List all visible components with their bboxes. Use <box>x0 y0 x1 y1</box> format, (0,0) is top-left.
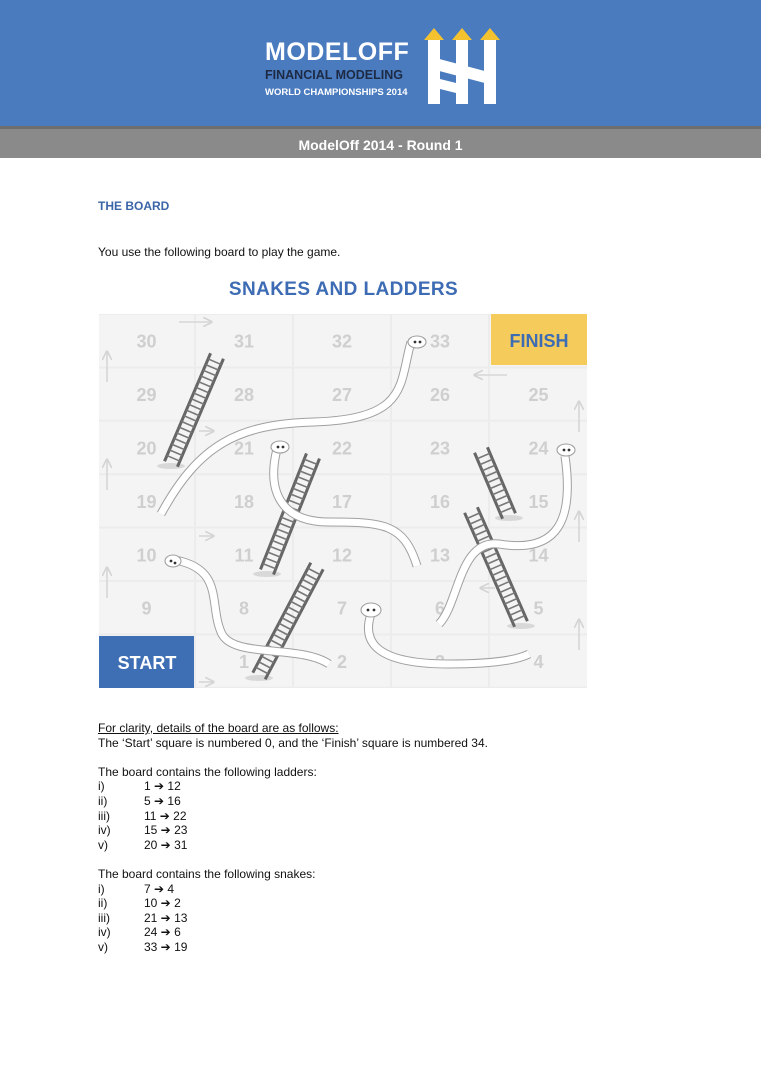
start-finish-note: The ‘Start’ square is numbered 0, and the ‘Finish’ square is numbered 34. <box>98 735 488 750</box>
cell-number: 20 <box>136 438 157 459</box>
cell-number: 26 <box>429 385 451 406</box>
cell-number: 12 <box>331 545 353 566</box>
cell-number: 15 <box>528 491 549 512</box>
cell-number: 17 <box>331 491 353 512</box>
ladder-value: 15 ➔ 23 <box>144 823 188 838</box>
logo-arrows-icon <box>422 28 508 108</box>
ladder-value: 5 ➔ 16 <box>144 793 181 808</box>
cell-number: 14 <box>528 545 549 566</box>
snake-item <box>98 896 488 911</box>
ladder-item <box>98 779 488 794</box>
snake-value: 24 ➔ 6 <box>144 925 181 940</box>
cell-number: 28 <box>233 385 255 406</box>
snakes-heading: The board contains the following snakes: <box>98 866 316 881</box>
ladder-item <box>98 809 488 824</box>
ladder-number: i) <box>98 779 105 794</box>
cell-number: 33 <box>429 331 451 352</box>
snake-value: 7 ➔ 4 <box>144 881 175 896</box>
snake-item <box>98 882 488 897</box>
ladder-number: ii) <box>98 793 108 808</box>
snakes-and-ladders-board <box>99 314 587 688</box>
cell-number: 9 <box>141 598 152 619</box>
cell-number: 30 <box>136 331 157 352</box>
cell-number: 10 <box>136 545 157 566</box>
cell-number: 25 <box>528 385 549 406</box>
cell-number: 4 <box>533 652 544 673</box>
ladder-number: iv) <box>98 823 111 838</box>
ladder-number: v) <box>98 837 108 852</box>
round-label: ModelOff 2014 - Round 1 <box>298 137 463 153</box>
cell-number: 18 <box>233 491 255 512</box>
snake-number: v) <box>98 939 108 954</box>
logo-subtitle: FINANCIAL MODELING <box>265 68 403 82</box>
cell-number: 6 <box>434 598 446 619</box>
snake-list <box>98 882 488 955</box>
cell-number: 11 <box>234 545 254 566</box>
board-title: SNAKES AND LADDERS <box>228 279 459 300</box>
snake-value: 21 ➔ 13 <box>144 910 188 925</box>
page-header <box>0 0 761 126</box>
board-details <box>98 721 488 955</box>
snake-number: iii) <box>98 910 110 925</box>
cell-number: 22 <box>331 438 353 459</box>
snake-item <box>98 911 488 926</box>
finish-square <box>491 314 587 365</box>
intro-text: You use the following board to play the game. <box>98 245 341 259</box>
cell-number: 2 <box>336 652 348 673</box>
logo-title: MODELOFF <box>265 38 410 66</box>
snake-value: 33 ➔ 19 <box>144 939 188 954</box>
ladder-number: iii) <box>98 808 110 823</box>
details-heading: For clarity, details of the board are as follows: <box>98 721 339 735</box>
cell-number: 24 <box>528 438 549 459</box>
ladders-heading: The board contains the following ladders: <box>98 764 317 779</box>
section-title: THE BOARD <box>98 199 170 213</box>
snake-number: i) <box>98 881 105 896</box>
ladder-item <box>98 838 488 853</box>
logo-tagline: WORLD CHAMPIONSHIPS 2014 <box>265 87 408 98</box>
cell-number: 13 <box>429 545 451 566</box>
snake-number: ii) <box>98 896 108 911</box>
ladder-list <box>98 779 488 852</box>
ladder-item <box>98 794 488 809</box>
board-graphic <box>99 314 587 688</box>
finish-label: FINISH <box>509 331 569 351</box>
start-label: START <box>117 653 177 673</box>
cell-number: 19 <box>136 491 157 512</box>
cell-number: 31 <box>233 331 255 352</box>
snake-item <box>98 940 488 955</box>
cell-number: 1 <box>238 652 250 673</box>
snake-value: 10 ➔ 2 <box>144 896 181 911</box>
ladder-item <box>98 823 488 838</box>
cell-number: 27 <box>331 385 353 406</box>
ladder-value: 1 ➔ 12 <box>144 779 181 794</box>
cell-number: 32 <box>331 331 353 352</box>
start-square <box>99 636 194 688</box>
cell-number: 7 <box>336 598 348 619</box>
snake-item <box>98 925 488 940</box>
ladder-value: 11 ➔ 22 <box>144 808 187 823</box>
cell-number: 23 <box>429 438 451 459</box>
cell-number: 29 <box>136 385 157 406</box>
snake-number: iv) <box>98 925 111 940</box>
cell-number: 3 <box>434 652 446 673</box>
cell-number: 8 <box>238 598 250 619</box>
ladder-value: 20 ➔ 31 <box>144 837 188 852</box>
cell-number: 16 <box>429 491 451 512</box>
cell-number: 5 <box>533 598 544 619</box>
modeloff-logo <box>262 28 512 108</box>
cell-number: 21 <box>233 438 255 459</box>
round-banner <box>0 126 761 158</box>
